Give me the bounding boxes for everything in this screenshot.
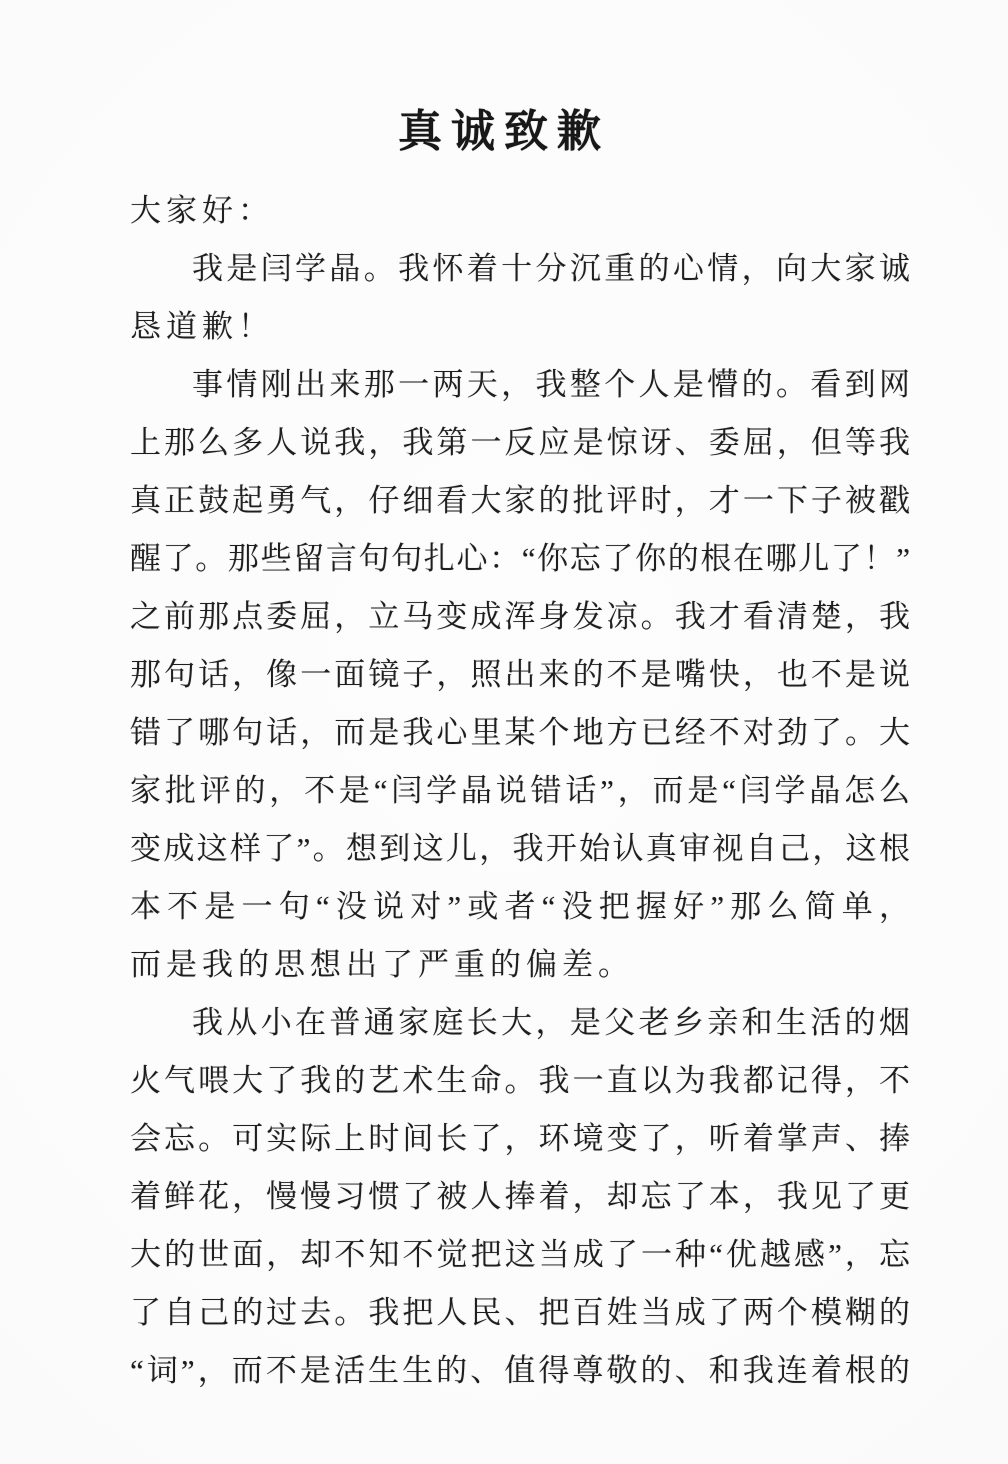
text-line: 之前那点委屈，立马变成浑身发凉。我才看清楚，我 — [130, 599, 910, 634]
text-line: 事情刚出来那一两天，我整个人是懵的。看到网 — [192, 367, 910, 402]
text-line: 上那么多人说我，我第一反应是惊讶、委屈，但等我 — [130, 425, 910, 460]
text-line: 我是闫学晶。我怀着十分沉重的心情，向大家诚 — [192, 251, 910, 286]
text-line: 大家好： — [130, 193, 274, 228]
text-line: 家批评的，不是“闫学晶说错话”，而是“闫学晶怎么 — [130, 773, 910, 808]
text-line: 错了哪句话，而是我心里某个地方已经不对劲了。大 — [130, 715, 910, 750]
text-line: 大的世面，却不知不觉把这当成了一种“优越感”，忘 — [130, 1237, 910, 1272]
text-line: 变成这样了”。想到这儿，我开始认真审视自己，这根 — [130, 831, 910, 866]
document-body — [130, 182, 910, 1400]
text-line: 了自己的过去。我把人民、把百姓当成了两个模糊的 — [130, 1295, 910, 1330]
text-line: 醒了。那些留言句句扎心：“你忘了你的根在哪儿了！” — [130, 541, 910, 576]
text-line: 恳道歉！ — [130, 309, 274, 344]
text-line: 着鲜花，慢慢习惯了被人捧着，却忘了本，我见了更 — [130, 1179, 910, 1214]
text-line: 本不是一句“没说对”或者“没把握好”那么简单， — [130, 889, 910, 924]
text-line: 而是我的思想出了严重的偏差。 — [130, 947, 634, 982]
text-line: 火气喂大了我的艺术生命。我一直以为我都记得，不 — [130, 1063, 910, 1098]
text-line: 会忘。可实际上时间长了，环境变了，听着掌声、捧 — [130, 1121, 910, 1156]
text-line: “词”，而不是活生生的、值得尊敬的、和我连着根的 — [130, 1353, 910, 1388]
text-line: 真正鼓起勇气，仔细看大家的批评时，才一下子被戳 — [130, 483, 910, 518]
text-line: 那句话，像一面镜子，照出来的不是嘴快，也不是说 — [130, 657, 910, 692]
document-title: 真诚致歉 — [398, 107, 610, 156]
text-line: 我从小在普通家庭长大，是父老乡亲和生活的烟 — [192, 1005, 910, 1040]
